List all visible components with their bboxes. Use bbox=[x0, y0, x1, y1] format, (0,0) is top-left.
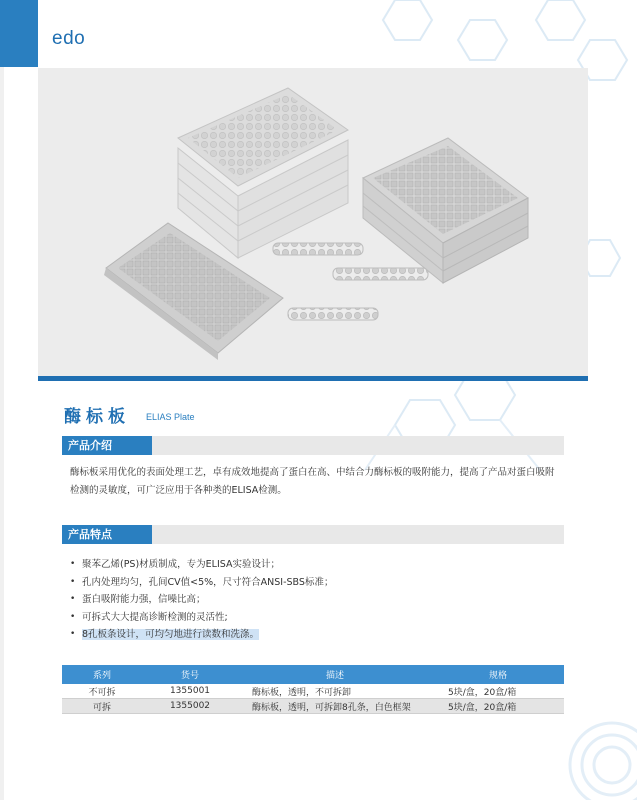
table-cell: 5块/盒，20盒/箱 bbox=[432, 684, 564, 699]
table-row bbox=[62, 699, 564, 714]
table-cell: 1355002 bbox=[142, 699, 238, 714]
table-cell: 5块/盒，20盒/箱 bbox=[432, 699, 564, 714]
spec-table bbox=[62, 665, 564, 714]
bullet-icon: • bbox=[70, 576, 76, 587]
photo-accent-bar bbox=[38, 376, 588, 381]
table-header-row bbox=[62, 665, 564, 684]
column-header: 系列 bbox=[62, 665, 142, 684]
elisa-plates-illustration bbox=[38, 68, 588, 376]
product-photo bbox=[38, 68, 588, 376]
list-item: • 孔内处理均匀，孔间CV值<5%，尺寸符合ANSI-SBS标准； bbox=[70, 574, 333, 592]
feature-list bbox=[70, 556, 333, 644]
features-section-header bbox=[62, 525, 564, 544]
bullet-icon: • bbox=[70, 629, 76, 639]
table-cell: 酶标板，透明，可拆卸8孔条，白色框架 bbox=[238, 699, 432, 714]
list-item: • 可拆式大大提高诊断检测的灵活性; bbox=[70, 609, 333, 627]
brand-logo: edo bbox=[52, 28, 86, 49]
table-cell: 1355001 bbox=[142, 684, 238, 699]
table-cell: 不可拆 bbox=[62, 684, 142, 699]
product-title: 酶标板 bbox=[64, 407, 130, 427]
bullet-icon: • bbox=[70, 559, 76, 569]
column-header: 规格 bbox=[432, 665, 564, 684]
bullet-icon: • bbox=[70, 594, 76, 604]
table-cell: 酶标板，透明，不可拆卸 bbox=[238, 684, 432, 699]
intro-text: 酶标板采用优化的表面处理工艺，卓有成效地提高了蛋白在高、中结合力酶标板的吸附能力，提高了产品对蛋白吸附检测的灵敏度，可广泛应用于各种类的ELISA检测。 bbox=[70, 467, 555, 496]
list-item: • 蛋白吸附能力强，信噪比高； bbox=[70, 591, 333, 609]
table-row bbox=[62, 684, 564, 699]
table-cell: 可拆 bbox=[62, 699, 142, 714]
column-header: 描述 bbox=[238, 665, 432, 684]
corner-accent-block bbox=[0, 0, 38, 67]
column-header: 货号 bbox=[142, 665, 238, 684]
features-heading: 产品特点 bbox=[62, 525, 152, 544]
product-title-english: ELIAS Plate bbox=[146, 412, 195, 422]
list-item-highlighted: • 8孔板条设计，可均匀地进行读数和洗涤。 bbox=[70, 626, 333, 644]
list-item: • 聚苯乙烯(PS)材质制成，专为ELISA实验设计； bbox=[70, 556, 333, 574]
intro-section-header bbox=[62, 436, 564, 455]
bullet-icon: • bbox=[70, 611, 76, 622]
intro-heading: 产品介绍 bbox=[62, 436, 152, 455]
